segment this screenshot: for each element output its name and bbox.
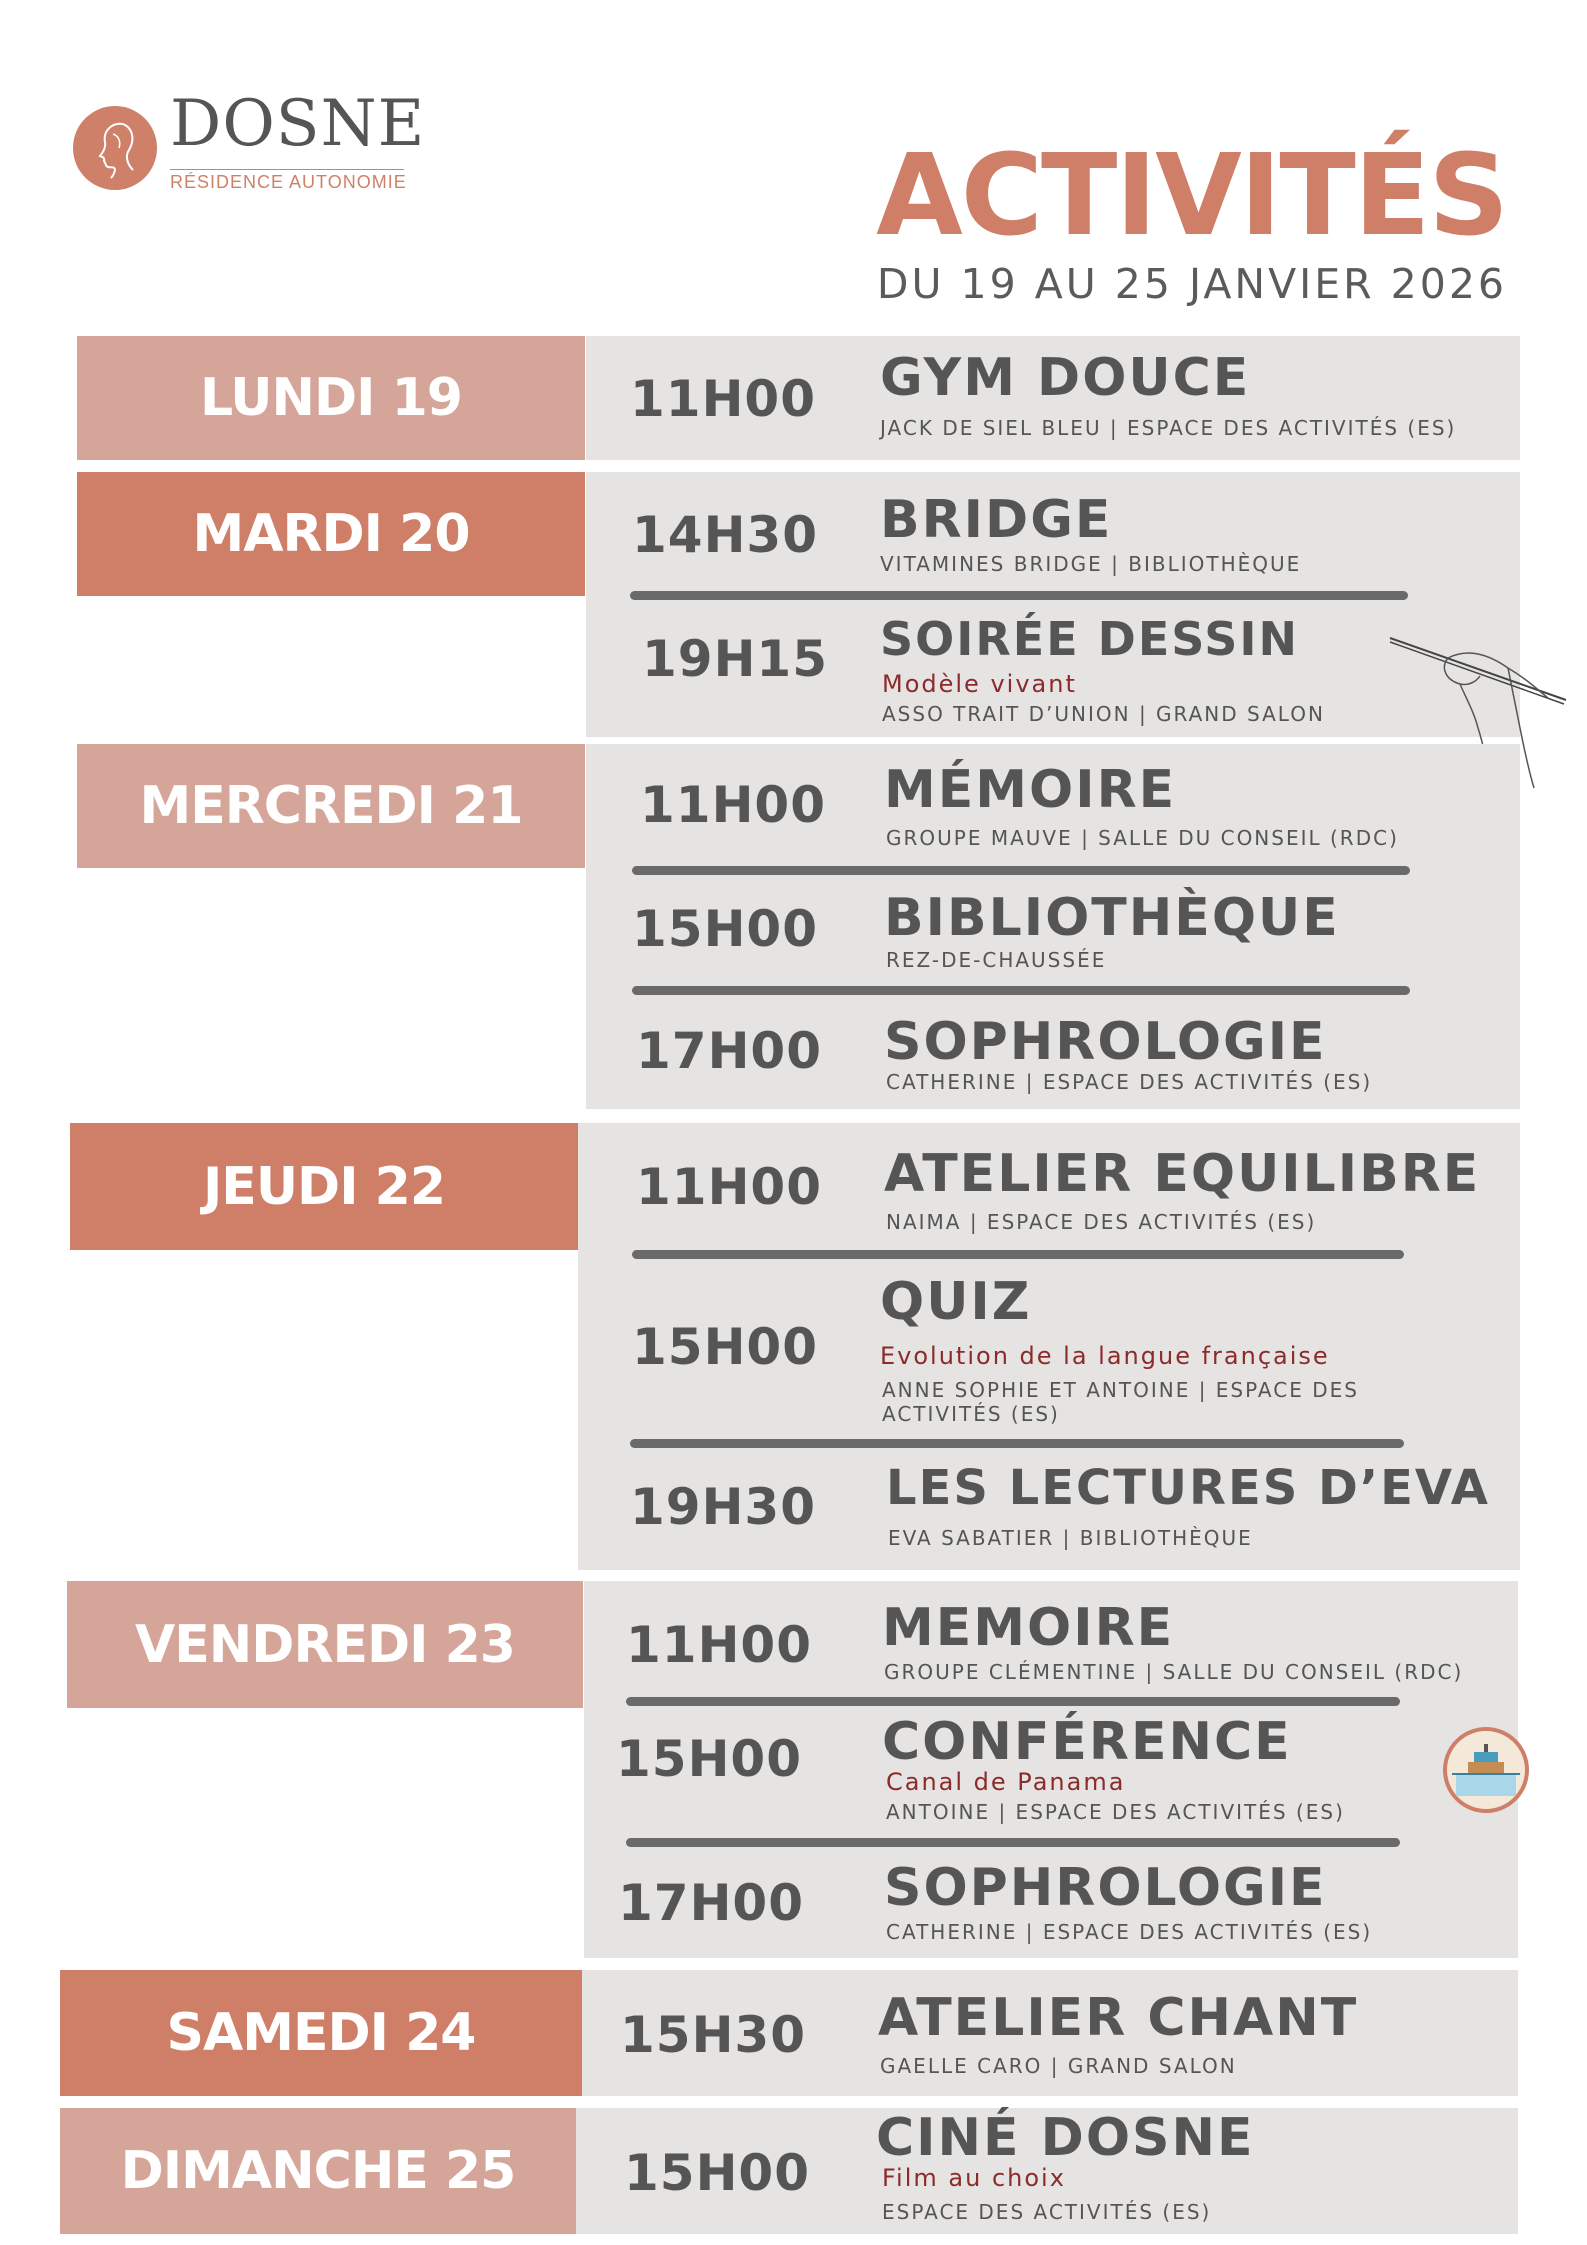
- event-detail: GAELLE CARO | GRAND SALON: [880, 2054, 1237, 2078]
- event-detail: REZ-DE-CHAUSSÉE: [886, 948, 1107, 972]
- event-subtitle: Film au choix: [882, 2164, 1066, 2192]
- event-title: ATELIER CHANT: [878, 1988, 1359, 2048]
- event-time: 11H00: [640, 776, 827, 834]
- event-detail: CATHERINE | ESPACE DES ACTIVITÉS (ES): [886, 1920, 1373, 1944]
- event-title: CINÉ DOSNE: [876, 2108, 1255, 2168]
- event-title: ATELIER EQUILIBRE: [884, 1144, 1481, 1204]
- event-time: 15H00: [632, 1318, 819, 1376]
- day-label-saturday: SAMEDI 24: [60, 1970, 582, 2096]
- event-subtitle: Evolution de la langue française: [880, 1342, 1330, 1370]
- event-title: SOPHROLOGIE: [884, 1858, 1327, 1918]
- event-detail: VITAMINES BRIDGE | BIBLIOTHÈQUE: [880, 552, 1302, 576]
- event-separator: [630, 1439, 1404, 1448]
- event-title: LES LECTURES D’EVA: [886, 1460, 1490, 1516]
- brand-logo: [73, 106, 157, 190]
- event-title: SOIRÉE DESSIN: [880, 612, 1300, 666]
- day-label-thursday: JEUDI 22: [70, 1123, 578, 1250]
- event-detail: EVA SABATIER | BIBLIOTHÈQUE: [888, 1526, 1253, 1550]
- event-title: MEMOIRE: [882, 1598, 1175, 1658]
- canal-ship-icon: [1442, 1726, 1530, 1818]
- day-label-monday: LUNDI 19: [77, 336, 585, 460]
- event-detail: GROUPE CLÉMENTINE | SALLE DU CONSEIL (RDC): [884, 1660, 1464, 1684]
- event-separator: [630, 591, 1408, 600]
- event-separator: [626, 1838, 1400, 1847]
- day-label-tuesday: MARDI 20: [77, 472, 585, 596]
- event-title: GYM DOUCE: [880, 348, 1251, 408]
- event-title: BRIDGE: [880, 490, 1113, 550]
- event-time: 11H00: [626, 1616, 813, 1674]
- event-detail: ANTOINE | ESPACE DES ACTIVITÉS (ES): [886, 1800, 1345, 1824]
- event-time: 17H00: [636, 1022, 823, 1080]
- event-subtitle: Modèle vivant: [882, 670, 1077, 698]
- event-subtitle: Canal de Panama: [886, 1768, 1126, 1796]
- event-time: 17H00: [618, 1874, 805, 1932]
- event-title: MÉMOIRE: [884, 760, 1177, 820]
- event-detail: ESPACE DES ACTIVITÉS (ES): [882, 2200, 1212, 2224]
- event-detail: NAIMA | ESPACE DES ACTIVITÉS (ES): [886, 1210, 1317, 1234]
- event-separator: [632, 866, 1410, 875]
- page-subtitle: DU 19 AU 25 JANVIER 2026: [876, 260, 1507, 308]
- event-time: 19H30: [630, 1478, 817, 1536]
- event-separator: [632, 986, 1410, 995]
- day-label-sunday: DIMANCHE 25: [60, 2108, 576, 2234]
- brand-divider: [170, 169, 404, 170]
- event-time: 11H00: [630, 370, 817, 428]
- event-detail: ANNE SOPHIE ET ANTOINE | ESPACE DES: [882, 1378, 1359, 1402]
- day-label-wednesday: MERCREDI 21: [77, 744, 585, 868]
- woman-profile-icon: [73, 106, 157, 190]
- event-time: 15H00: [632, 900, 819, 958]
- event-time: 19H15: [642, 630, 829, 688]
- day-label-friday: VENDREDI 23: [67, 1581, 583, 1708]
- event-time: 15H00: [624, 2144, 811, 2202]
- page-title: ACTIVITÉS: [876, 131, 1507, 261]
- brand-name: DOSNE: [170, 87, 426, 161]
- event-detail: ASSO TRAIT D’UNION | GRAND SALON: [882, 702, 1325, 726]
- event-detail-continued: ACTIVITÉS (ES): [882, 1402, 1060, 1426]
- event-time: 15H00: [616, 1730, 803, 1788]
- event-time: 15H30: [620, 2006, 807, 2064]
- event-time: 11H00: [636, 1158, 823, 1216]
- event-title: QUIZ: [880, 1272, 1032, 1332]
- event-separator: [626, 1697, 1400, 1706]
- event-detail: GROUPE MAUVE | SALLE DU CONSEIL (RDC): [886, 826, 1399, 850]
- event-title: CONFÉRENCE: [882, 1712, 1292, 1772]
- event-time: 14H30: [632, 506, 819, 564]
- event-title: SOPHROLOGIE: [884, 1012, 1327, 1072]
- event-detail: CATHERINE | ESPACE DES ACTIVITÉS (ES): [886, 1070, 1373, 1094]
- event-title: BIBLIOTHÈQUE: [884, 888, 1340, 948]
- brand-tagline: RÉSIDENCE AUTONOMIE: [170, 172, 407, 192]
- event-detail: JACK DE SIEL BLEU | ESPACE DES ACTIVITÉS (ES): [880, 416, 1457, 440]
- event-separator: [632, 1250, 1404, 1259]
